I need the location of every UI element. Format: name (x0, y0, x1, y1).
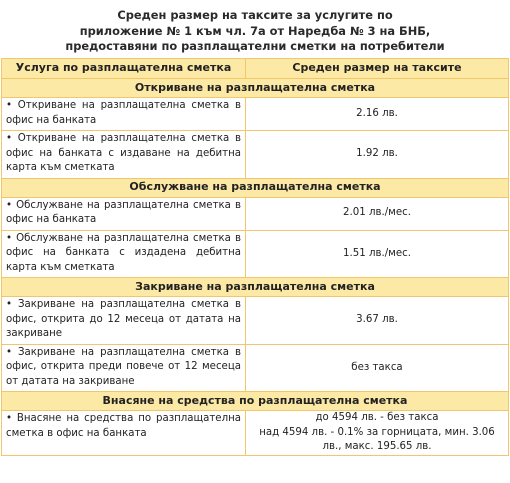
title-line-2: приложение № 1 към чл. 7а от Наредба № 3 на БНБ, (79, 23, 431, 38)
table-row (2, 344, 509, 392)
table-header-row (2, 59, 509, 79)
fee-cell: 1.51 лв./мес. (246, 230, 509, 278)
section-title: Закриване на разплащателна сметка (2, 278, 509, 297)
column-header-fee: Среден размер на таксите (246, 59, 509, 79)
service-cell: • Закриване на разплащателна сметка в офис, открита до 12 месеца от датата на закриване (2, 297, 246, 345)
service-cell: • Обслужване на разплащателна сметка в офис на банката (2, 197, 246, 230)
title-line-3: предоставяни по разплащателни сметки на потребители (65, 39, 445, 53)
fee-line: до 4594 лв. - без такса (315, 412, 439, 423)
service-cell: • Обслужване на разплащателна сметка в офис на банката с издадена дебитна карта към сметката (2, 230, 246, 278)
fee-cell (246, 411, 509, 456)
section-row-deposit (2, 392, 509, 411)
table-row (2, 131, 509, 179)
service-cell: • Внасяне на средства по разплащателна сметка в офис на банката (2, 411, 246, 456)
table-row (2, 411, 509, 456)
service-cell: • Закриване на разплащателна сметка в офис, открита преди повече от 12 месеца от датата на закриване (2, 344, 246, 392)
table-row (2, 98, 509, 131)
table-row (2, 230, 509, 278)
table-row (2, 197, 509, 230)
service-cell: • Откриване на разплащателна сметка в офис на банката с издаване на дебитна карта към сметката (2, 131, 246, 179)
section-row-servicing (2, 178, 509, 197)
fee-cell: 2.01 лв./мес. (246, 197, 509, 230)
fee-cell: 2.16 лв. (246, 98, 509, 131)
fees-table (1, 58, 509, 456)
column-header-service: Услуга по разплащателна сметка (2, 59, 246, 79)
document-title (0, 8, 510, 55)
title-line-1: Среден размер на таксите за услугите по (117, 8, 393, 22)
fee-line: над 4594 лв. - 0.1% за горницата, мин. 3.06 лв., макс. 195.65 лв. (259, 426, 495, 452)
fee-cell: без такса (246, 344, 509, 392)
service-cell: • Откриване на разплащателна сметка в офис на банката (2, 98, 246, 131)
section-title: Обслужване на разплащателна сметка (2, 178, 509, 197)
fee-cell: 1.92 лв. (246, 131, 509, 179)
section-row-opening (2, 79, 509, 98)
section-row-closing (2, 278, 509, 297)
section-title: Внасяне на средства по разплащателна сметка (2, 392, 509, 411)
fee-cell: 3.67 лв. (246, 297, 509, 345)
table-row (2, 297, 509, 345)
section-title: Откриване на разплащателна сметка (2, 79, 509, 98)
